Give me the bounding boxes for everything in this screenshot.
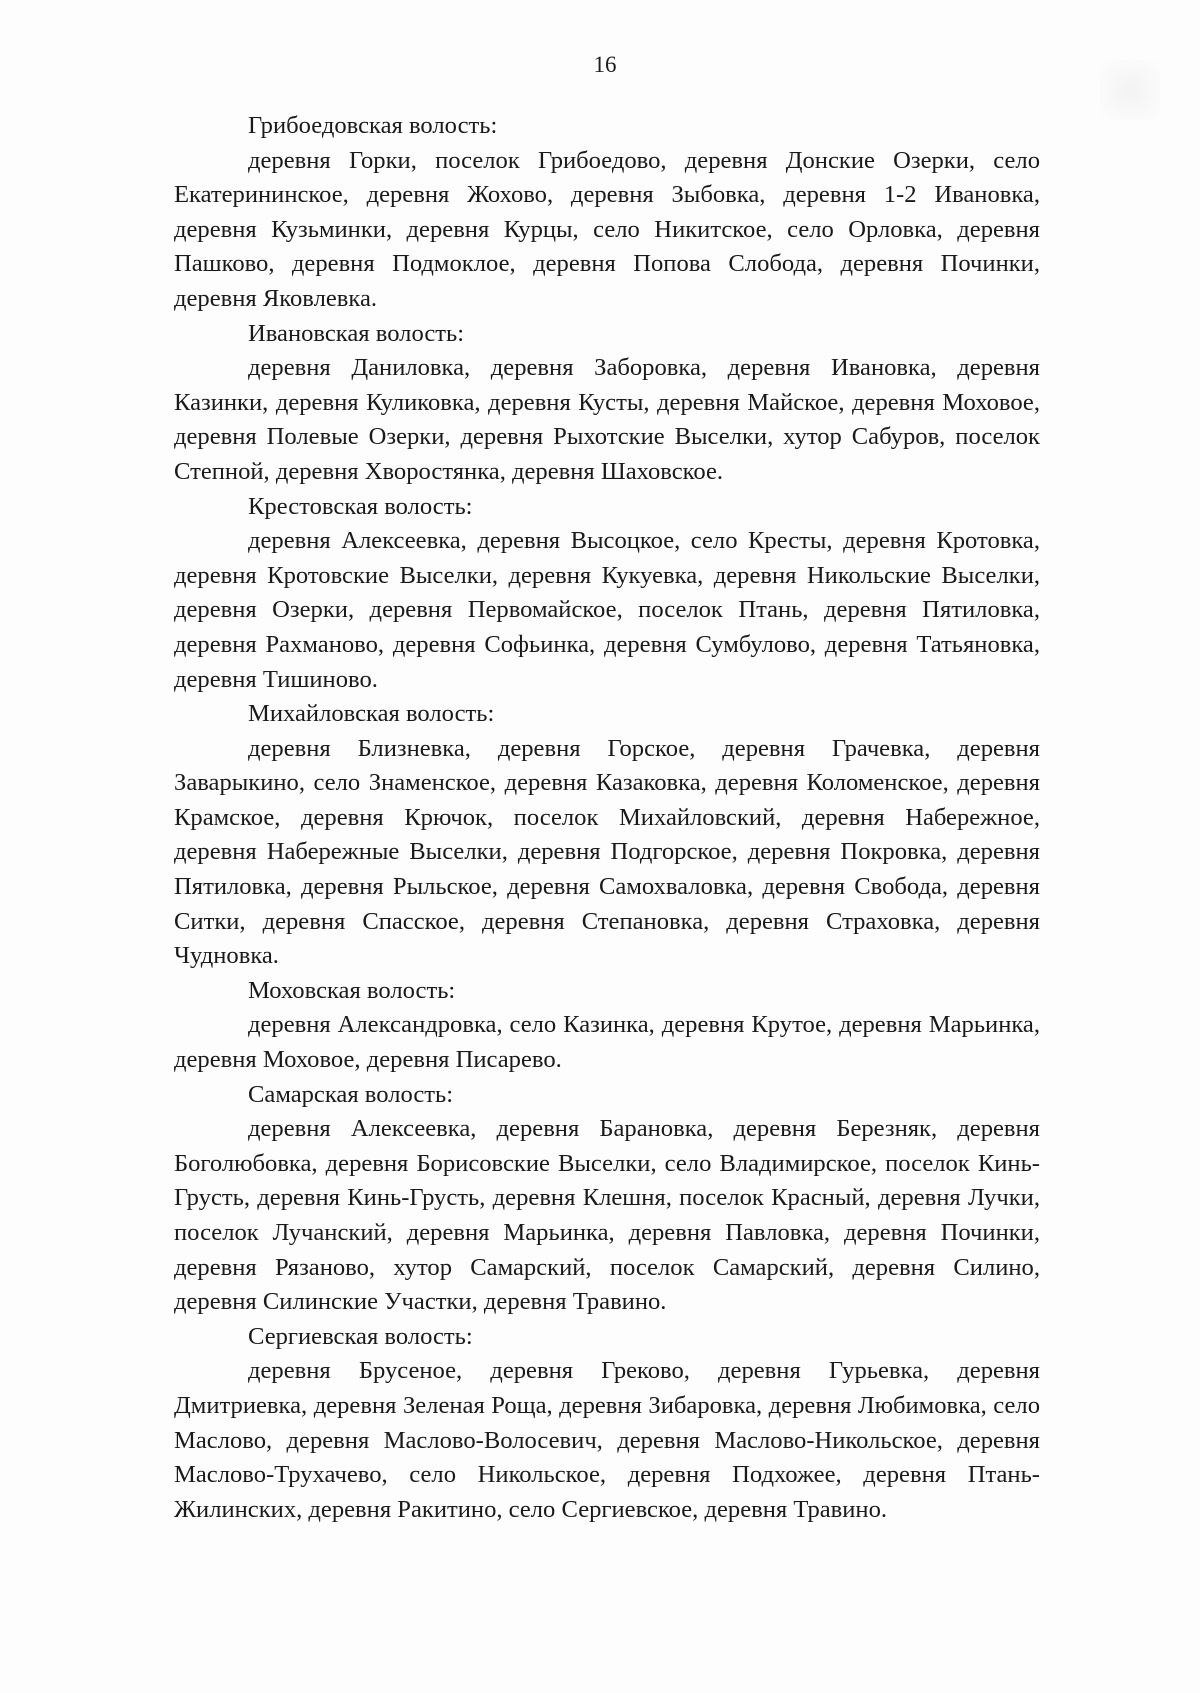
section-text-sergievskaya: деревня Брусеное, деревня Греково, деревня Гурьевка, деревня Дмитриевка, деревня Зеленая Роща, деревня Зибаровка, деревня Любимовка, село Маслово, деревня Маслово-Волосевич, деревня Маслово-Никольское, деревня Маслово-Трухачево, село Никольское, деревня Подхожее, деревня Птань-Жилинских, деревня Ракитино, село Сергиевское, деревня Травино. xyxy=(174,1357,1040,1523)
section-text-ivanovskaya: деревня Даниловка, деревня Заборовка, деревня Ивановка, деревня Казинки, деревня Куликовка, деревня Кусты, деревня Майское, деревня Моховое, деревня Полевые Озерки, деревня Рыхотские Выселки, хутор Сабуров, поселок Степной, деревня Хворостянка, деревня Шаховское. xyxy=(174,354,1040,485)
section-heading-mikhaylovskaya: Михайловская волость: xyxy=(248,700,495,728)
section-heading-mokhovskaya: Моховская волость: xyxy=(248,976,456,1004)
document-body xyxy=(174,109,1040,1527)
section-text-mikhaylovskaya: деревня Близневка, деревня Горское, деревня Грачевка, деревня Заварыкино, село Знаменское, деревня Казаковка, деревня Коломенское, деревня Крамское, деревня Крючок, поселок Михайловский, деревня Набережное, деревня Набережные Выселки, деревня Подгорское, деревня Покровка, деревня Пятиловка, деревня Рыльское, деревня Самохваловка, деревня Свобода, деревня Ситки, деревня Спасское, деревня Степановка, деревня Страховка, деревня Чудновка. xyxy=(174,734,1040,970)
section-heading-griboedovskaya: Грибоедовская волость: xyxy=(248,112,498,139)
section-text-krestovskaya: деревня Алексеевка, деревня Высоцкое, село Кресты, деревня Кротовка, деревня Кротовские Выселки, деревня Кукуевка, деревня Никольские Выселки, деревня Озерки, деревня Первомайское, поселок Птань, деревня Пятиловка, деревня Рахманово, деревня Софьинка, деревня Сумбулово, деревня Татьяновка, деревня Тишиново. xyxy=(174,527,1040,693)
section-heading-samarskaya: Самарская волость: xyxy=(248,1080,454,1108)
section-text-samarskaya: деревня Алексеевка, деревня Барановка, деревня Березняк, деревня Боголюбовка, деревня Борисовские Выселки, село Владимирское, поселок Кинь-Грусть, деревня Кинь-Грусть, деревня Клешня, поселок Красный, деревня Лучки, поселок Лучанский, деревня Марьинка, деревня Павловка, деревня Починки, деревня Рязаново, хутор Самарский, поселок Самарский, деревня Силино, деревня Силинские Участки, деревня Травино. xyxy=(174,1115,1040,1316)
section-heading-krestovskaya: Крестовская волость: xyxy=(248,492,473,520)
page-number: 16 xyxy=(593,52,617,77)
section-text-griboedovskaya: деревня Горки, поселок Грибоедово, деревня Донские Озерки, село Екатерининское, деревня Жохово, деревня Зыбовка, деревня 1-2 Ивановка, деревня Кузьминки, деревня Курцы, село Никитское, село Орловка, деревня Пашково, деревня Подмоклое, деревня Попова Слобода, деревня Починки, деревня Яковлевка. xyxy=(174,146,1040,312)
section-heading-sergievskaya: Сергиевская волость: xyxy=(248,1322,473,1350)
section-text-mokhovskaya: деревня Александровка, село Казинка, деревня Крутое, деревня Марьинка, деревня Моховое, деревня Писарево. xyxy=(174,1011,1040,1074)
section-heading-ivanovskaya: Ивановская волость: xyxy=(248,319,465,347)
